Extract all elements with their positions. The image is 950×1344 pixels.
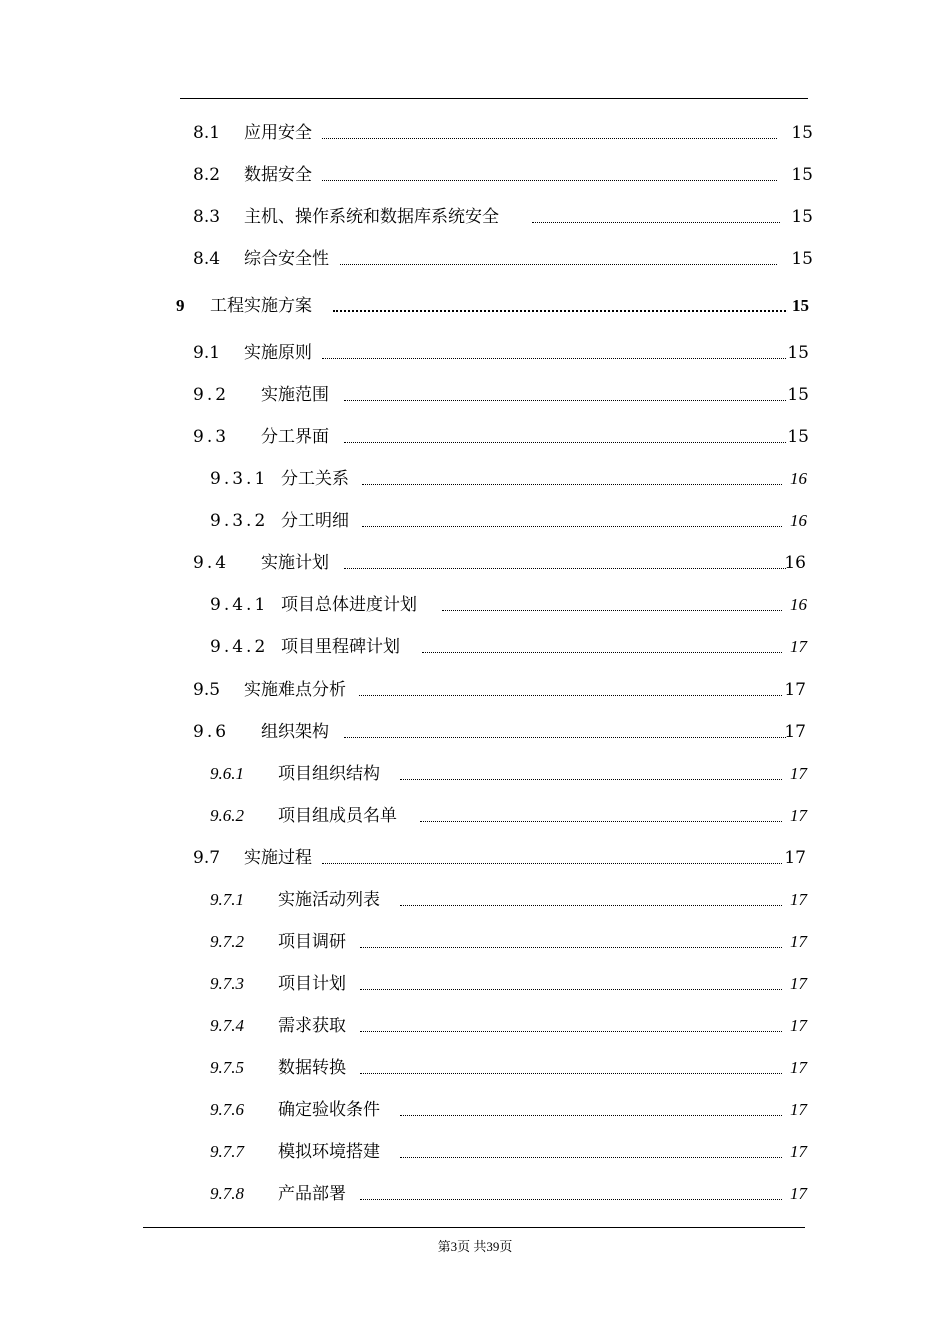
toc-entry-number: 8.3 [193, 207, 221, 227]
toc-entry-title: 项目调研 [278, 932, 346, 952]
toc-entry-title: 工程实施方案 [210, 296, 312, 316]
toc-dot-leader [400, 1157, 782, 1158]
toc-entry-page: 17 [784, 722, 806, 742]
toc-entry-number: 9.7.2 [210, 932, 244, 951]
toc-entry-page: 17 [790, 764, 807, 783]
toc-entry-number: 9.7.6 [210, 1100, 244, 1119]
toc-dot-leader [359, 695, 782, 696]
toc-entry-page: 16 [784, 553, 806, 573]
toc-entry[interactable] [0, 338, 950, 368]
toc-entry-number: 9.3.1 [210, 469, 269, 489]
toc-entry-number: 9.5 [193, 680, 221, 700]
toc-entry-title: 项目组织结构 [278, 764, 380, 784]
toc-entry-number: 9.7.7 [210, 1142, 244, 1161]
toc-entry-number: 9.7.5 [210, 1058, 244, 1077]
toc-entry[interactable] [0, 291, 950, 321]
toc-entry[interactable] [0, 422, 950, 452]
toc-entry[interactable] [0, 759, 950, 789]
toc-entry-title: 分工明细 [281, 511, 349, 531]
toc-entry-title: 分工关系 [281, 469, 349, 489]
toc-dot-leader [344, 442, 786, 443]
toc-entry[interactable] [0, 244, 950, 274]
toc-entry-page: 15 [791, 249, 813, 269]
toc-entry-title: 项目总体进度计划 [281, 595, 417, 615]
toc-entry-page: 15 [791, 207, 813, 227]
toc-entry-page: 17 [790, 1142, 807, 1161]
toc-entry-title: 组织架构 [261, 722, 329, 742]
toc-entry[interactable] [0, 675, 950, 705]
toc-entry-title: 综合安全性 [244, 249, 329, 269]
toc-entry-number: 9.3 [193, 427, 230, 447]
toc-entry-page: 17 [790, 637, 807, 656]
toc-entry-title: 实施原则 [244, 343, 312, 363]
toc-dot-leader [360, 1199, 782, 1200]
toc-entry-title: 数据安全 [244, 165, 312, 185]
toc-entry-page: 17 [790, 890, 807, 909]
toc-entry-page: 17 [790, 806, 807, 825]
toc-entry-page: 17 [790, 1016, 807, 1035]
toc-entry-number: 9.7 [193, 848, 221, 868]
toc-entry-title: 分工界面 [261, 427, 329, 447]
toc-entry-number: 9 [176, 296, 185, 315]
toc-entry-number: 9.2 [193, 385, 230, 405]
toc-entry-title: 实施活动列表 [278, 890, 380, 910]
toc-entry[interactable] [0, 464, 950, 494]
toc-entry-title: 应用安全 [244, 123, 312, 143]
toc-entry[interactable] [0, 927, 950, 957]
toc-entry[interactable] [0, 548, 950, 578]
toc-dot-leader [340, 264, 777, 265]
toc-dot-leader [420, 821, 782, 822]
toc-entry-title: 实施范围 [261, 385, 329, 405]
toc-entry-number: 9.7.3 [210, 974, 244, 993]
toc-entry-page: 15 [792, 296, 809, 315]
toc-entry-number: 9.6.1 [210, 764, 244, 783]
toc-entry-number: 9.7.1 [210, 890, 244, 909]
toc-entry-number: 9.7.8 [210, 1184, 244, 1203]
toc-entry-title: 实施难点分析 [244, 680, 346, 700]
toc-entry[interactable] [0, 717, 950, 747]
toc-dot-leader [322, 358, 786, 359]
toc-entry-title: 项目计划 [278, 974, 346, 994]
toc-entry[interactable] [0, 1011, 950, 1041]
toc-dot-leader [400, 905, 782, 906]
toc-entry-number: 9.4.2 [210, 637, 269, 657]
toc-dot-leader [322, 863, 782, 864]
toc-entry-number: 8.1 [193, 123, 221, 143]
toc-dot-leader [344, 568, 786, 569]
toc-entry-page: 15 [791, 123, 813, 143]
toc-entry-page: 17 [790, 1184, 807, 1203]
toc-dot-leader [362, 484, 782, 485]
toc-entry-page: 16 [790, 469, 807, 488]
toc-entry[interactable] [0, 801, 950, 831]
toc-entry[interactable] [0, 632, 950, 662]
toc-dot-leader [362, 526, 782, 527]
toc-entry-title: 项目组成员名单 [278, 806, 397, 826]
toc-dot-leader [322, 180, 777, 181]
toc-entry-page: 17 [790, 974, 807, 993]
toc-dot-leader [344, 737, 786, 738]
toc-entry[interactable] [0, 1137, 950, 1167]
toc-entry-title: 需求获取 [278, 1016, 346, 1036]
toc-dot-leader [422, 652, 782, 653]
toc-entry-number: 9.4 [193, 553, 230, 573]
toc-entry-number: 8.4 [193, 249, 221, 269]
toc-entry[interactable] [0, 969, 950, 999]
toc-dot-leader [532, 222, 780, 223]
toc-entry-number: 9.1 [193, 343, 221, 363]
toc-entry-page: 15 [787, 385, 809, 405]
toc-dot-leader [360, 1031, 782, 1032]
toc-dot-leader [400, 779, 782, 780]
toc-dot-leader [400, 1115, 782, 1116]
toc-entry[interactable] [0, 1095, 950, 1125]
toc-entry-page: 16 [790, 595, 807, 614]
toc-entry-number: 9.4.1 [210, 595, 269, 615]
toc-entry-number: 8.2 [193, 165, 221, 185]
toc-entry[interactable] [0, 843, 950, 873]
toc-entry-title: 确定验收条件 [278, 1100, 380, 1120]
toc-entry-page: 15 [787, 343, 809, 363]
header-rule [180, 98, 808, 99]
toc-entry-title: 实施过程 [244, 848, 312, 868]
toc-entry-page: 17 [784, 680, 806, 700]
toc-dot-leader [360, 947, 782, 948]
toc-entry-number: 9.6 [193, 722, 230, 742]
toc-entry-page: 15 [791, 165, 813, 185]
toc-entry-number: 9.7.4 [210, 1016, 244, 1035]
toc-entry-number: 9.6.2 [210, 806, 244, 825]
toc-entry-number: 9.3.2 [210, 511, 269, 531]
toc-entry[interactable] [0, 118, 950, 148]
toc-entry-title: 主机、操作系统和数据库系统安全 [244, 207, 499, 227]
toc-entry[interactable] [0, 380, 950, 410]
toc-entry-page: 17 [784, 848, 806, 868]
toc-dot-leader [344, 400, 786, 401]
toc-entry[interactable] [0, 1053, 950, 1083]
toc-dot-leader [333, 310, 786, 312]
footer-rule [143, 1227, 805, 1228]
toc-entry[interactable] [0, 506, 950, 536]
toc-entry-title: 模拟环境搭建 [278, 1142, 380, 1162]
toc-entry[interactable] [0, 202, 950, 232]
toc-entry-page: 16 [790, 511, 807, 530]
toc-dot-leader [360, 1073, 782, 1074]
toc-dot-leader [322, 138, 777, 139]
toc-dot-leader [442, 610, 782, 611]
toc-dot-leader [360, 989, 782, 990]
toc-entry-title: 产品部署 [278, 1184, 346, 1204]
toc-entry-page: 17 [790, 932, 807, 951]
toc-entry-title: 项目里程碑计划 [281, 637, 400, 657]
page-footer: 第3页 共39页 [437, 1239, 513, 1254]
toc-entry-page: 17 [790, 1058, 807, 1077]
toc-entry-page: 17 [790, 1100, 807, 1119]
toc-entry-title: 数据转换 [278, 1058, 346, 1078]
toc-entry[interactable] [0, 590, 950, 620]
toc-entry[interactable] [0, 160, 950, 190]
toc-entry[interactable] [0, 1179, 950, 1209]
toc-entry[interactable] [0, 885, 950, 915]
toc-entry-page: 15 [787, 427, 809, 447]
toc-entry-title: 实施计划 [261, 553, 329, 573]
